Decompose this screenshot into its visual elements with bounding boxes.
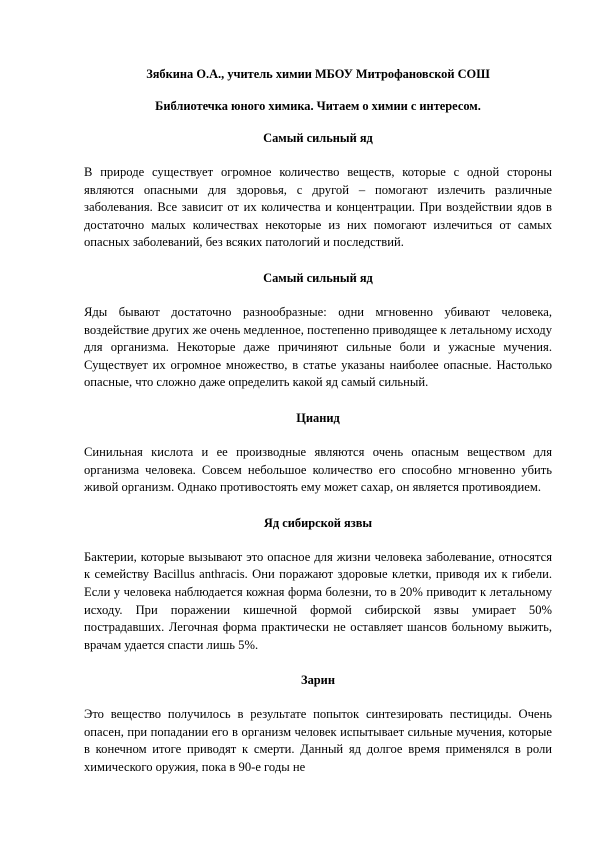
section-paragraph: В природе существует огромное количество веществ, которые с одной стороны являются опасными для здоровья, с другой – помогают излечить различные заболевания. Все зависит от их количества и концентрации. При воздействии ядов в достаточно малых количествах некоторые из них помогают излечиться от самых опасных заболеваний, без всяких патологий и последствий. xyxy=(84,165,552,250)
section-paragraph: Это вещество получилось в результате попыток синтезировать пестициды. Очень опасен, при попадании его в организм человек испытывает сильные мучения, которые в конечном итоге приводят к смерти. Данный яд долгое время применялся в роли химического оружия, пока в 90-е годы не xyxy=(84,707,552,775)
section-heading: Самый сильный яд xyxy=(263,131,373,145)
series-title: Библиотечка юного химика. Читаем о химии с интересом. xyxy=(155,99,481,113)
section-heading: Самый сильный яд xyxy=(263,270,373,285)
document-body xyxy=(84,66,552,777)
section-paragraph: Бактерии, которые вызывают это опасное для жизни человека заболевание, относятся к семейству Bacillus anthracis. Они поражают здоровые клетки, приводя их к гибели. Если у человека наблюдается кожная форма болезни, то в 20% приводит к летальному исходу. При поражении кишечной формой сибирской язвы умирает 50% пострадавших. Легочная форма практически не оставляет шансов больному выжить, врачам удается спасти лишь 5%. xyxy=(84,549,552,652)
section-paragraph: Синильная кислота и ее производные являются очень опасным веществом для организма человека. Совсем небольшое количество его способно мгновенно убить живой организм. Однако противостоять ему может сахар, он является противоядием. xyxy=(84,444,552,495)
section-heading: Цианид xyxy=(296,410,340,425)
section-heading: Зарин xyxy=(301,673,335,688)
section-paragraph: Яды бывают достаточно разнообразные: одни мгновенно убивают человека, воздействие других же очень медленное, постепенно приводящее к летальному исходу для организма. Некоторые даже причиняют сильные боли и ужасные мучения. Существует их огромное множество, в статье указаны наиболее опасные. Настолько опасные, что сложно даже определить какой яд самый сильный. xyxy=(84,304,552,390)
author-line: Зябкина О.А., учитель химии МБОУ Митрофановской СОШ xyxy=(146,67,490,81)
section-heading: Яд сибирской язвы xyxy=(263,515,373,530)
